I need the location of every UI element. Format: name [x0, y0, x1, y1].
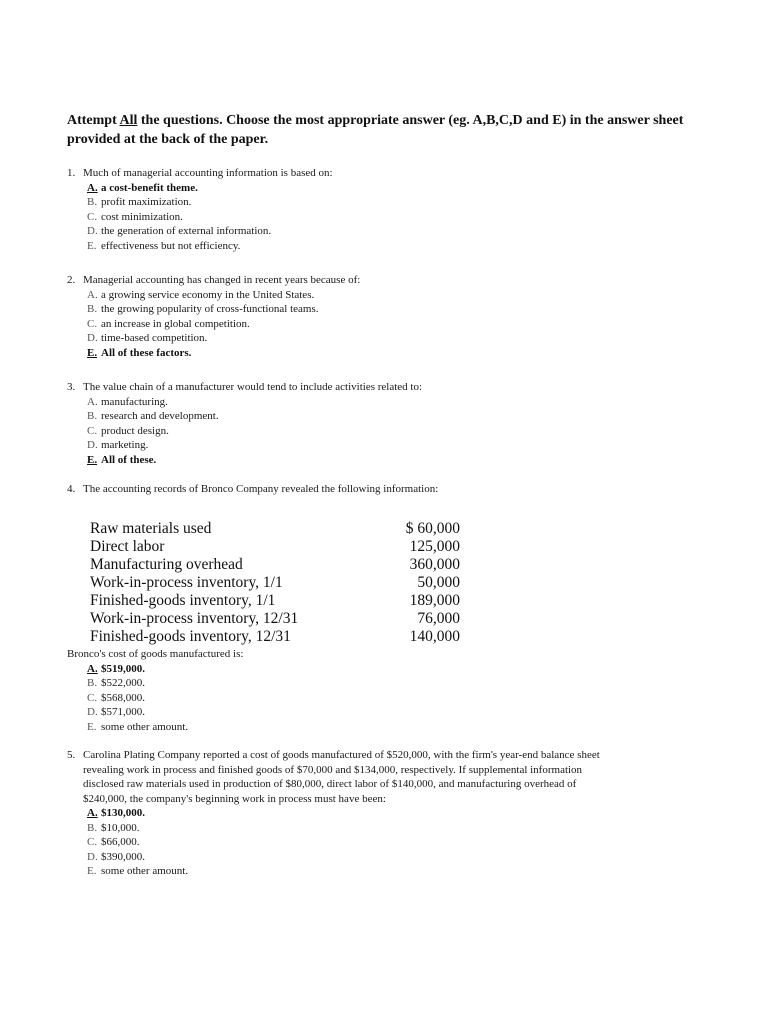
- option-text: $10,000.: [101, 821, 140, 834]
- option-b: [87, 195, 687, 210]
- row-value: $ 60,000: [405, 520, 460, 537]
- table-row: [90, 574, 460, 592]
- stem-line: disclosed raw materials used in production of $80,000, direct labor of $140,000, and manufacturing overhead of: [83, 778, 577, 790]
- question-stem: Much of managerial accounting information is based on:: [83, 167, 333, 179]
- option-d: [87, 850, 687, 865]
- option-letter: A.: [87, 181, 98, 194]
- bronco-data-table: [90, 520, 460, 646]
- option-text: some other amount.: [101, 720, 189, 733]
- option-d: [87, 438, 687, 453]
- question-number: 4.: [67, 483, 76, 495]
- question-4: [67, 482, 687, 497]
- question-number: 2.: [67, 274, 76, 286]
- table-row: [90, 520, 460, 538]
- row-label: Finished-goods inventory, 1/1: [90, 592, 276, 609]
- table-row: [90, 610, 460, 628]
- table-row: [90, 538, 460, 556]
- option-text: some other amount.: [101, 865, 189, 877]
- option-text: a growing service economy in the United States.: [101, 288, 315, 301]
- question-number: 5.: [67, 749, 76, 761]
- option-text: effectiveness but not efficiency.: [101, 239, 241, 252]
- question-4-followup: [67, 647, 243, 734]
- row-value: 50,000: [417, 574, 460, 591]
- row-label: Manufacturing overhead: [90, 556, 243, 573]
- table-row: [90, 592, 460, 610]
- instructions-post: the questions. Choose the most appropriate answer (eg. A,B,C,D and E) in the answer sheet provided at the back of the paper.: [67, 113, 684, 147]
- question-stem: Managerial accounting has changed in recent years because of:: [83, 274, 361, 286]
- option-a: [87, 395, 687, 410]
- row-value: 140,000: [409, 628, 460, 645]
- option-list: [87, 181, 687, 254]
- option-b: [87, 821, 687, 836]
- option-text: time-based competition.: [101, 332, 208, 344]
- option-d: [87, 224, 687, 239]
- option-list: [87, 806, 687, 879]
- row-label: Work-in-process inventory, 12/31: [90, 610, 299, 627]
- option-e: [87, 239, 687, 254]
- option-letter: D.: [87, 850, 98, 863]
- option-a: [87, 806, 687, 821]
- option-letter: D.: [87, 439, 98, 451]
- followup-stem: Bronco's cost of goods manufactured is:: [67, 648, 244, 660]
- option-text: an increase in global competition.: [101, 317, 250, 330]
- option-text: $390,000.: [101, 850, 145, 863]
- option-text: $568,000.: [101, 691, 145, 704]
- option-c: [87, 835, 687, 850]
- question-2: [67, 273, 687, 360]
- option-b: [87, 676, 243, 691]
- option-letter: E.: [87, 346, 98, 359]
- option-letter: C.: [87, 317, 98, 330]
- question-5: [67, 748, 687, 879]
- option-c: [87, 210, 687, 225]
- option-text: profit maximization.: [101, 196, 192, 208]
- option-e: [87, 720, 243, 735]
- option-text: product design.: [101, 424, 169, 437]
- option-c: [87, 424, 687, 439]
- option-text: the growing popularity of cross-functional teams.: [101, 303, 319, 315]
- option-a: [87, 181, 687, 196]
- option-text: marketing.: [101, 439, 149, 451]
- option-letter: B.: [87, 303, 98, 315]
- option-letter: D.: [87, 225, 98, 237]
- option-letter: C.: [87, 424, 98, 437]
- option-c: [87, 317, 687, 332]
- option-b: [87, 409, 687, 424]
- option-a: [87, 288, 687, 303]
- option-text: a cost-benefit theme.: [101, 181, 198, 194]
- option-letter: D.: [87, 706, 98, 718]
- option-text: $130,000.: [101, 807, 145, 819]
- option-text: All of these factors.: [101, 346, 192, 359]
- option-letter: C.: [87, 210, 98, 223]
- option-list: [87, 395, 687, 468]
- option-text: cost minimization.: [101, 210, 183, 223]
- instructions-all: All: [119, 113, 138, 128]
- option-e: [87, 346, 687, 361]
- table-row: [90, 556, 460, 574]
- question-stem: The value chain of a manufacturer would tend to include activities related to:: [83, 381, 423, 393]
- option-text: $66,000.: [101, 836, 140, 848]
- option-letter: B.: [87, 196, 98, 208]
- row-value: 189,000: [409, 592, 460, 609]
- option-letter: D.: [87, 332, 98, 344]
- option-text: research and development.: [101, 410, 219, 422]
- row-value: 125,000: [409, 538, 460, 555]
- option-b: [87, 302, 687, 317]
- option-letter: B.: [87, 677, 98, 689]
- option-d: [87, 331, 687, 346]
- option-letter: E.: [87, 239, 97, 252]
- option-letter: C.: [87, 691, 98, 704]
- option-text: manufacturing.: [101, 395, 168, 408]
- option-letter: B.: [87, 410, 98, 422]
- question-number: 1.: [67, 167, 76, 179]
- option-a: [87, 662, 243, 677]
- question-stem: The accounting records of Bronco Company revealed the following information:: [83, 483, 439, 495]
- row-label: Work-in-process inventory, 1/1: [90, 574, 283, 591]
- option-text: the generation of external information.: [101, 225, 272, 237]
- row-label: Direct labor: [90, 538, 165, 555]
- option-list: [87, 288, 687, 361]
- option-text: $522,000.: [101, 677, 145, 689]
- stem-line: revealing work in process and finished goods of $70,000 and $134,000, respectively. If supplemental information: [83, 763, 583, 776]
- row-label: Finished-goods inventory, 12/31: [90, 628, 291, 645]
- instructions-pre: Attempt: [67, 113, 120, 128]
- option-e: [87, 453, 687, 468]
- option-letter: C.: [87, 836, 98, 848]
- option-text: $571,000.: [101, 706, 145, 718]
- option-text: All of these.: [101, 453, 157, 466]
- option-e: [87, 864, 687, 879]
- option-list: [87, 662, 243, 735]
- option-letter: E.: [87, 865, 97, 877]
- instructions-header: [67, 111, 707, 149]
- stem-line: Carolina Plating Company reported a cost of goods manufactured of $520,000, with the firm's year-end balance sheet: [83, 749, 600, 761]
- option-text: $519,000.: [101, 662, 145, 675]
- question-3: [67, 380, 687, 467]
- option-letter: E.: [87, 720, 97, 733]
- row-value: 360,000: [409, 556, 460, 573]
- option-letter: A.: [87, 807, 98, 819]
- option-letter: E.: [87, 453, 98, 466]
- question-number: 3.: [67, 381, 76, 393]
- question-stem: [83, 748, 687, 806]
- option-letter: B.: [87, 821, 98, 834]
- option-letter: A.: [87, 662, 98, 675]
- option-letter: A.: [87, 288, 98, 301]
- option-d: [87, 705, 243, 720]
- option-c: [87, 691, 243, 706]
- table-row: [90, 628, 460, 646]
- question-1: [67, 166, 687, 253]
- row-value: 76,000: [417, 610, 460, 627]
- row-label: Raw materials used: [90, 520, 212, 537]
- stem-line: $240,000, the company's beginning work in process must have been:: [83, 792, 386, 805]
- option-letter: A.: [87, 395, 98, 408]
